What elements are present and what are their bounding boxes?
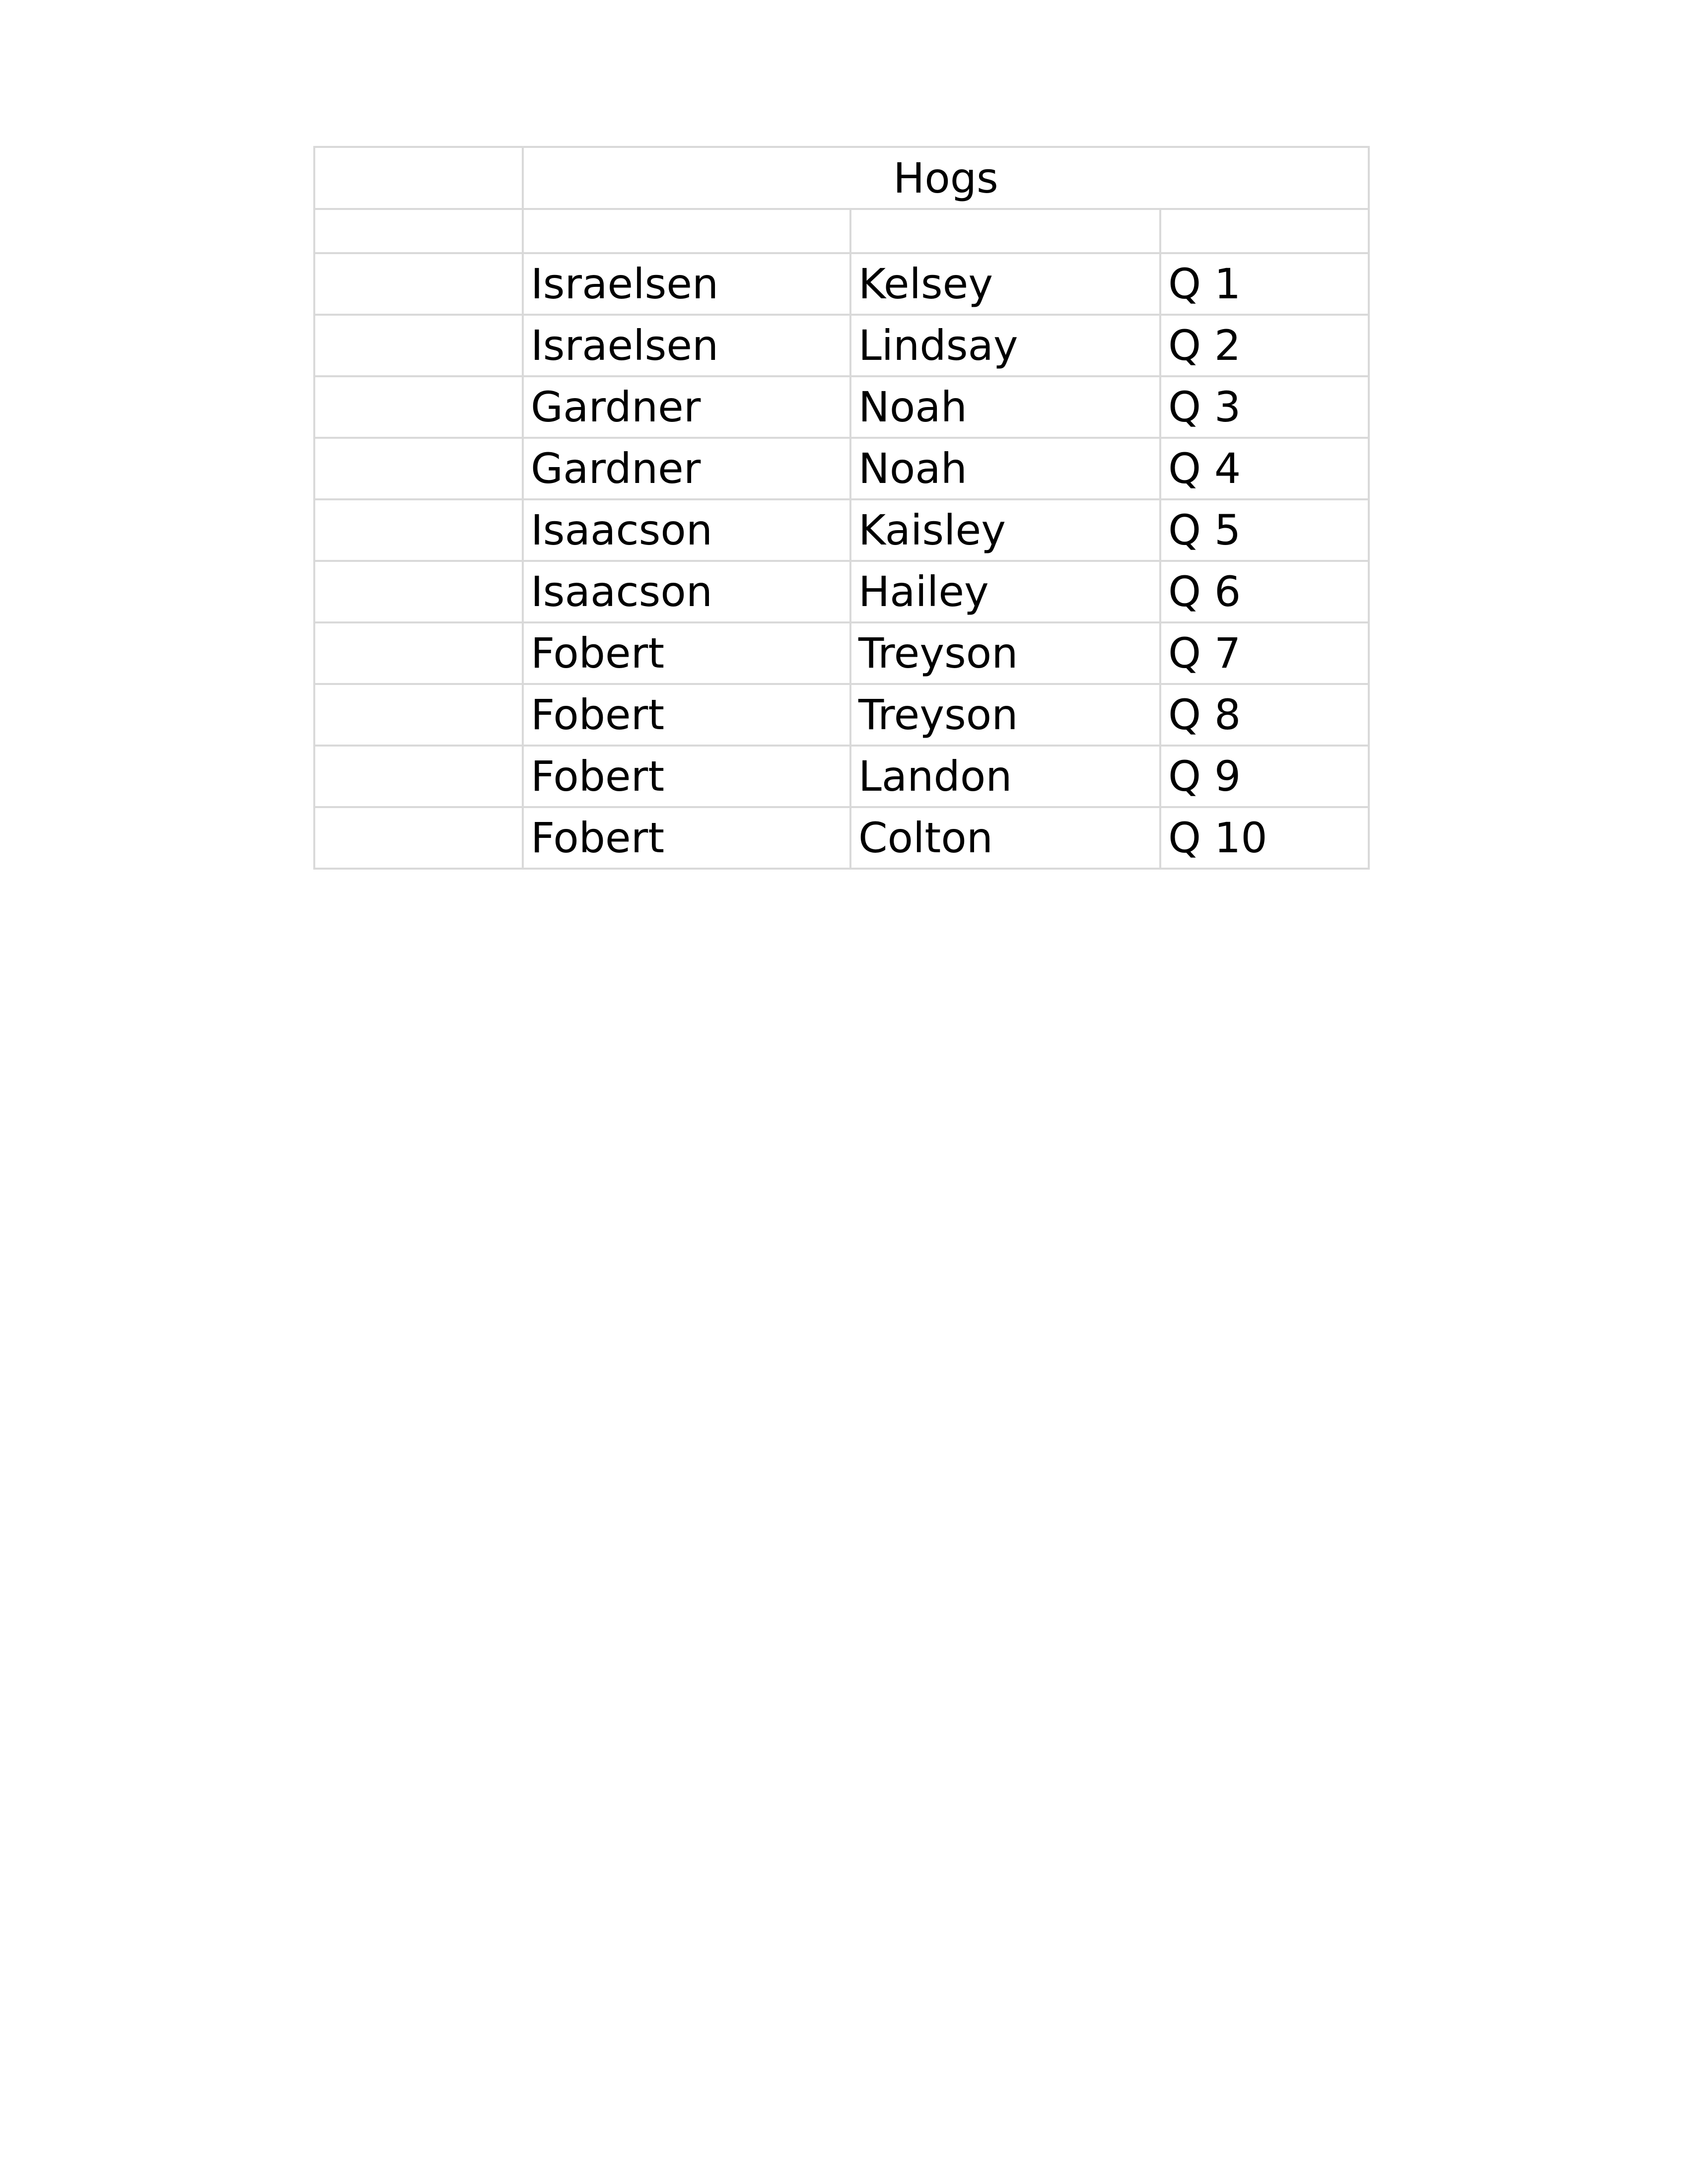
title-row bbox=[314, 147, 1369, 209]
table-title: Hogs bbox=[523, 147, 1369, 209]
first-name-cell: Treyson bbox=[850, 622, 1160, 684]
q-cell: Q 1 bbox=[1160, 253, 1369, 315]
empty-cell bbox=[314, 746, 523, 807]
q-cell: Q 7 bbox=[1160, 622, 1369, 684]
last-name-cell: Israelsen bbox=[523, 253, 850, 315]
table-row bbox=[314, 684, 1369, 746]
table-row bbox=[314, 438, 1369, 499]
first-name-cell: Landon bbox=[850, 746, 1160, 807]
q-cell: Q 2 bbox=[1160, 315, 1369, 376]
empty-cell bbox=[314, 499, 523, 561]
first-name-cell: Colton bbox=[850, 807, 1160, 869]
empty-cell bbox=[314, 315, 523, 376]
blank-row bbox=[314, 209, 1369, 253]
table-row bbox=[314, 253, 1369, 315]
table-row bbox=[314, 622, 1369, 684]
table-row bbox=[314, 376, 1369, 438]
first-name-cell: Treyson bbox=[850, 684, 1160, 746]
empty-cell bbox=[314, 561, 523, 622]
empty-cell bbox=[314, 438, 523, 499]
empty-cell bbox=[314, 807, 523, 869]
last-name-cell: Fobert bbox=[523, 622, 850, 684]
empty-cell bbox=[314, 376, 523, 438]
first-name-cell: Kaisley bbox=[850, 499, 1160, 561]
q-cell: Q 3 bbox=[1160, 376, 1369, 438]
table-row bbox=[314, 807, 1369, 869]
last-name-cell: Isaacson bbox=[523, 561, 850, 622]
empty-cell bbox=[314, 209, 523, 253]
last-name-cell: Isaacson bbox=[523, 499, 850, 561]
first-name-cell: Hailey bbox=[850, 561, 1160, 622]
roster-table bbox=[313, 146, 1370, 870]
empty-cell bbox=[850, 209, 1160, 253]
table-row bbox=[314, 315, 1369, 376]
q-cell: Q 5 bbox=[1160, 499, 1369, 561]
first-name-cell: Noah bbox=[850, 376, 1160, 438]
empty-cell bbox=[314, 253, 523, 315]
last-name-cell: Fobert bbox=[523, 746, 850, 807]
last-name-cell: Gardner bbox=[523, 376, 850, 438]
q-cell: Q 9 bbox=[1160, 746, 1369, 807]
last-name-cell: Gardner bbox=[523, 438, 850, 499]
last-name-cell: Israelsen bbox=[523, 315, 850, 376]
q-cell: Q 4 bbox=[1160, 438, 1369, 499]
table-row bbox=[314, 499, 1369, 561]
table-row bbox=[314, 746, 1369, 807]
last-name-cell: Fobert bbox=[523, 684, 850, 746]
last-name-cell: Fobert bbox=[523, 807, 850, 869]
q-cell: Q 8 bbox=[1160, 684, 1369, 746]
empty-cell bbox=[314, 147, 523, 209]
empty-cell bbox=[1160, 209, 1369, 253]
empty-cell bbox=[523, 209, 850, 253]
q-cell: Q 10 bbox=[1160, 807, 1369, 869]
roster-table-body bbox=[314, 147, 1369, 869]
first-name-cell: Kelsey bbox=[850, 253, 1160, 315]
empty-cell bbox=[314, 622, 523, 684]
empty-cell bbox=[314, 684, 523, 746]
first-name-cell: Noah bbox=[850, 438, 1160, 499]
table-row bbox=[314, 561, 1369, 622]
first-name-cell: Lindsay bbox=[850, 315, 1160, 376]
q-cell: Q 6 bbox=[1160, 561, 1369, 622]
